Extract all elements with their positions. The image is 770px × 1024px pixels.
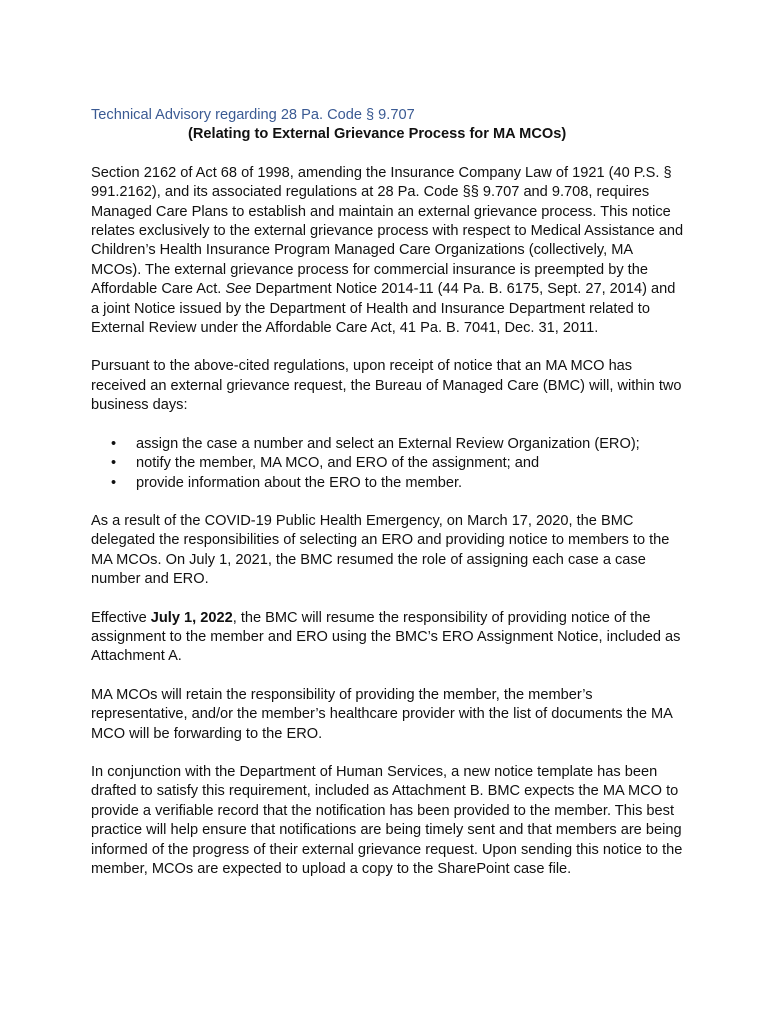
paragraph-effective-part-b: , the BMC will resume the responsibility of providing notice of the assignment to the member and ERO using the BMC’s ERO Assignment Notice, included as Attachment A. — [91, 609, 681, 665]
paragraph-statute-part-b: Department Notice 2014-11 (44 Pa. B. 6175, Sept. 27, 2014) and a joint Notice issued by the Department of Health and Insurance Department related to External Review under the Affordable Care Act, 41 Pa. B. 7041, Dec. 31, 2011. — [91, 281, 676, 337]
list-item — [91, 474, 685, 493]
paragraph-statute — [91, 164, 685, 339]
document-subtitle: (Relating to External Grievance Process for MA MCOs) — [188, 126, 567, 143]
effective-date: July 1, 2022 — [150, 609, 233, 626]
list-item-text: assign the case a number and select an External Review Organization (ERO); — [136, 435, 640, 452]
document-page — [91, 106, 685, 879]
document-title: Technical Advisory regarding 28 Pa. Code § 9.707 — [91, 107, 415, 123]
bullet-icon: • — [111, 435, 117, 452]
paragraph-effective-part-a: Effective — [91, 609, 151, 626]
paragraph-covid: As a result of the COVID-19 Public Health Emergency, on March 17, 2020, the BMC delegated the responsibilities of selecting an ERO and providing notice to members to the MA MCOs. On July 1, 2021, the BMC resumed the role of assigning each case a case number and ERO. — [91, 512, 670, 588]
paragraph-mco-responsibility: MA MCOs will retain the responsibility of providing the member, the member’s representative, and/or the member’s healthcare provider with the list of documents the MA MCO will be forwarding to the ERO. — [91, 686, 673, 742]
list-item-text: provide information about the ERO to the member. — [136, 474, 463, 491]
see-reference: See — [225, 281, 252, 298]
list-item-text: notify the member, MA MCO, and ERO of the assignment; and — [136, 455, 540, 472]
list-item — [91, 454, 685, 473]
paragraph-notice-template: In conjunction with the Department of Human Services, a new notice template has been drafted to satisfy this requirement, included as Attachment B. BMC expects the MA MCO to provide a verifiable record that the notification has been provided to the member. This best practice will help ensure that notifications are being timely sent and that members are being informed of the progress of their external grievance request. Upon sending this notice to the member, MCOs are expected to upload a copy to the SharePoint case file. — [91, 763, 683, 877]
bullet-icon: • — [111, 455, 117, 472]
bullet-icon: • — [111, 474, 117, 491]
paragraph-effective — [91, 609, 685, 667]
bmc-duties-list — [91, 435, 685, 493]
list-item — [91, 435, 685, 454]
paragraph-pursuant: Pursuant to the above-cited regulations, upon receipt of notice that an MA MCO has received an external grievance request, the Bureau of Managed Care (BMC) will, within two business days: — [91, 358, 682, 414]
paragraph-statute-part-a: Section 2162 of Act 68 of 1998, amending the Insurance Company Law of 1921 (40 P.S. § 991.2162), and its associated regulations at 28 Pa. Code §§ 9.707 and 9.708, requires Managed Care Plans to establish and maintain an external grievance process. This notice relates exclusively to the external grievance process with respect to Medical Assistance and Children’s Health Insurance Program Managed Care Organizations (collectively, MA MCOs). The external grievance process for commercial insurance is preempted by the Affordable Care Act. — [91, 164, 684, 298]
